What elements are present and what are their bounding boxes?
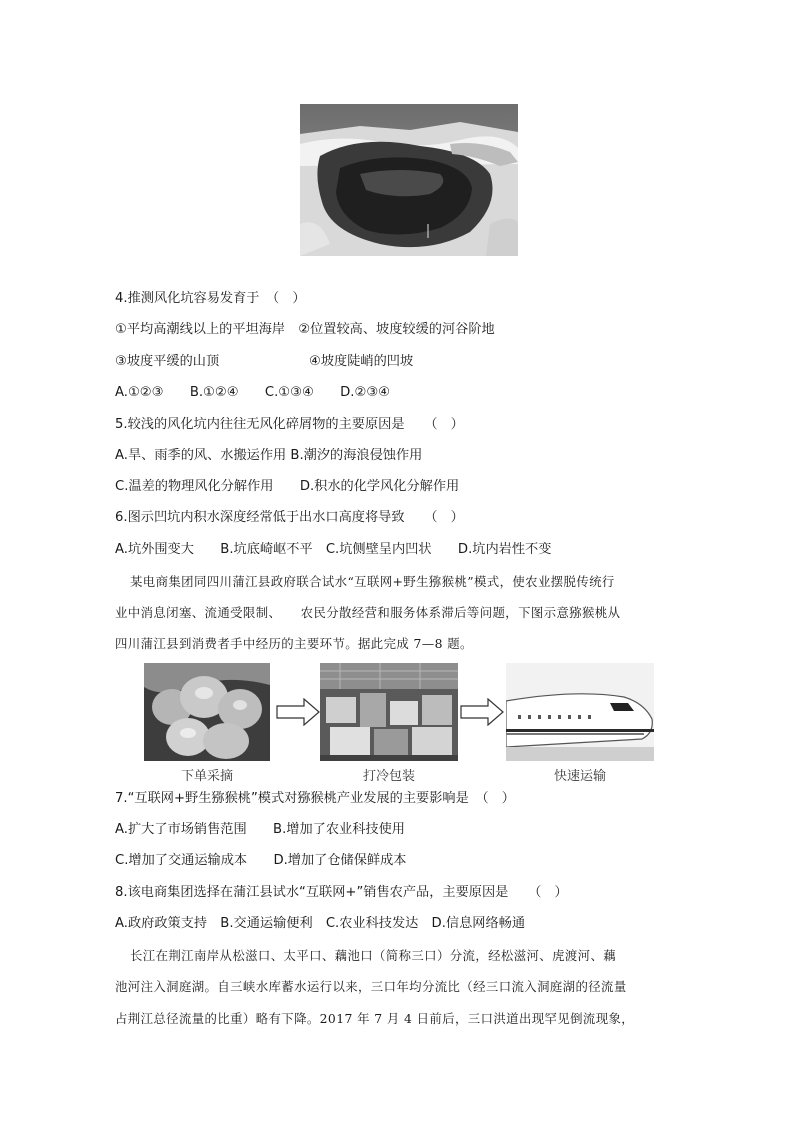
q4-options-line1: ①平均高潮线以上的平坦海岸 ②位置较高、坡度较缓的河谷阶地: [115, 322, 495, 337]
airplane-photo: [506, 663, 654, 761]
flow-step1-label: 下单采摘: [180, 769, 233, 784]
kiwi-fruit-photo: [144, 663, 270, 761]
q4-option-3: ③坡度平缓的山顶: [115, 354, 220, 369]
warehouse-photo: [320, 663, 458, 761]
passage1-line3: 四川蒲江县到消费者手中经历的主要环节。据此完成 7—8 题。: [115, 636, 473, 651]
passage2-line2: 池河注入洞庭湖。自三峡水库蓄水运行以来，三口年均分流比（经三口流入洞庭湖的径流量: [115, 979, 627, 994]
passage1-line2: 业中消息闭塞、流通受限制、 农民分散经营和服务体系滞后等问题，下图示意猕猴桃从: [115, 605, 621, 620]
arrow-right-icon: [460, 698, 504, 726]
q7-options-cd: C.增加了交通运输成本 D.增加了仓储保鲜成本: [115, 853, 407, 868]
passage2-line1: 长江在荆江南岸从松滋口、太平口、藕池口（简称三口）分流，经松滋河、虎渡河、藕: [130, 948, 617, 963]
q7-options-ab: A.扩大了市场销售范围 B.增加了农业科技使用: [115, 822, 405, 837]
passage1-line1: 某电商集团同四川蒲江县政府联合试水“互联网+野生猕猴桃”模式，使农业摆脱传统行: [130, 574, 615, 589]
q5-stem: 5.较浅的风化坑内往往无风化碎屑物的主要原因是 （ ）: [115, 417, 464, 432]
q6-answers: A.坑外围变大 B.坑底崎岖不平 C.坑侧壁呈内凹状 D.坑内岩性不变: [115, 542, 552, 557]
flow-step3-label: 快速运输: [553, 769, 606, 784]
q4-stem: 4.推测风化坑容易发育于 （ ）: [115, 291, 306, 306]
q8-stem: 8.该电商集团选择在蒲江县试水“互联网+”销售农产品，主要原因是 （ ）: [115, 885, 568, 900]
q4-option-4: ④坡度陡峭的凹坡: [309, 354, 414, 369]
q8-answers: A.政府政策支持 B.交通运输便利 C.农业科技发达 D.信息网络畅通: [115, 916, 526, 931]
weathering-pit-image: [300, 104, 518, 256]
q5-options-ab: A.旱、雨季的风、水搬运作用 B.潮汐的海浪侵蚀作用: [115, 448, 423, 463]
q7-stem: 7.“互联网+野生猕猴桃”模式对猕猴桃产业发展的主要影响是 （ ）: [115, 791, 515, 806]
weathering-pit-photo: [300, 104, 518, 256]
flow-step2-label: 打冷包装: [362, 769, 415, 784]
passage2-line3: 占荆江总径流量的比重）略有下降。2017 年 7 月 4 日前后，三口洪道出现罕见倒流现象，: [115, 1011, 635, 1026]
q5-options-cd: C.温差的物理风化分解作用 D.积水的化学风化分解作用: [115, 479, 460, 494]
q4-answers: A.①②③ B.①②④ C.①③④ D.②③④: [115, 385, 390, 400]
arrow-right-icon: [276, 698, 320, 726]
q6-stem: 6.图示凹坑内积水深度经常低于出水口高度将导致 （ ）: [115, 510, 464, 525]
